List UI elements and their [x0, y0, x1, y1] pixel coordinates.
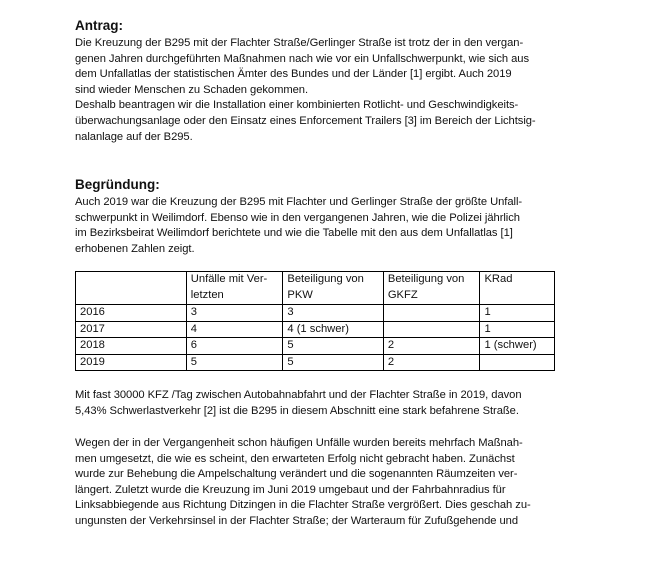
table-cell: [480, 354, 555, 371]
text-line: ungunsten der Verkehrsinsel in der Flachter Straße; der Warteraum für Zufußgehende und: [75, 514, 519, 527]
table-cell: 5: [283, 354, 383, 371]
text-line: erhobenen Zahlen zeigt.: [75, 242, 195, 255]
table-cell: [383, 305, 480, 322]
header-line: Unfälle mit Ver-: [190, 273, 268, 285]
measures-paragraph: [75, 436, 575, 530]
header-line: letzten: [190, 288, 224, 301]
table-cell: 6: [186, 338, 283, 355]
table-cell: 1 (schwer): [480, 338, 555, 355]
table-cell: 5: [283, 338, 383, 355]
table-row: [76, 321, 555, 338]
table-cell: 2019: [76, 354, 187, 371]
traffic-paragraph: [75, 388, 575, 419]
antrag-heading: Antrag:: [75, 18, 123, 33]
header-line: Beteiligung von: [387, 273, 465, 285]
header-line: Beteiligung von: [287, 273, 364, 285]
text-line: sind wieder Menschen zu Schaden gekommen.: [75, 83, 309, 96]
table-cell: 5: [186, 354, 283, 371]
header-cell-unfaelle: [186, 272, 283, 305]
begruendung-paragraph: [75, 195, 575, 257]
table-cell: 3: [186, 305, 283, 322]
table-cell: [383, 321, 480, 338]
table-row: [76, 338, 555, 355]
text-line: Die Kreuzung der B295 mit der Flachter Straße/Gerlinger Straße ist trotz der in den vergan-: [75, 37, 524, 49]
accident-table: [75, 271, 555, 371]
table-cell: 2: [383, 338, 480, 355]
text-line: nalanlage auf der B295.: [75, 130, 193, 143]
header-cell-pkw: [283, 272, 383, 305]
header-line: KRad: [484, 273, 513, 285]
table-cell: 3: [283, 305, 383, 322]
text-line: Auch 2019 war die Kreuzung der B295 mit Flachter und Gerlinger Straße der größte Unfall-: [75, 196, 523, 208]
text-line: im Bezirksbeirat Weilimdorf berichtete und wie die Tabelle mit den aus dem Unfallatlas [1]: [75, 227, 513, 240]
text-line: schwerpunkt in Weilimdorf. Ebenso wie in den vergangenen Jahren, wie die Polizei jährlich: [75, 211, 520, 224]
antrag-paragraph: [75, 36, 575, 145]
text-line: Deshalb beantragen wir die Installation einer kombinierten Rotlicht- und Geschwindigkeits-: [75, 99, 519, 112]
text-line: wurde zur Behebung die Ampelschaltung verändert und die sogenannten Räumzeiten ver-: [75, 468, 518, 481]
table-cell: 2: [383, 354, 480, 371]
header-line: GKFZ: [387, 288, 418, 301]
header-cell-year: [76, 272, 187, 305]
text-line: längert. Zuletzt wurde die Kreuzung im Juni 2019 umgebaut und der Fahrbahnradius für: [75, 483, 506, 496]
text-line: Linksabbiegende aus Richtung Ditzingen in die Flachter Straße vergrößert. Dies geschah zu-: [75, 499, 531, 512]
text-line: Wegen der in der Vergangenheit schon häufigen Unfälle wurden bereits mehrfach Maßnah-: [75, 437, 523, 449]
table-header-row: [76, 272, 555, 305]
table-cell: 2016: [76, 305, 187, 322]
table-row: [76, 305, 555, 322]
table-cell: 4: [186, 321, 283, 338]
text-line: überwachungsanlage oder den Einsatz eines Enforcement Trailers [3] im Bereich der Lichtsig-: [75, 114, 536, 127]
table-cell: 1: [480, 305, 555, 322]
table-row: [76, 354, 555, 371]
table-cell: 2018: [76, 338, 187, 355]
table-cell: 2017: [76, 321, 187, 338]
text-line: dem Unfallatlas der statistischen Ämter des Bundes und der Länder [1] ergibt. Auch 2019: [75, 68, 512, 81]
text-line: men umgesetzt, die wie es scheint, den erwarteten Erfolg nicht gebracht haben. Zunächst: [75, 452, 515, 465]
text-line: genen Jahren durchgeführten Maßnahmen nach wie vor ein Unfallschwerpunkt, wie sich aus: [75, 52, 530, 65]
table-cell: 4 (1 schwer): [283, 321, 383, 338]
header-cell-krad: [480, 272, 555, 305]
text-line: Mit fast 30000 KFZ /Tag zwischen Autobahnabfahrt und der Flachter Straße in 2019, davon: [75, 389, 522, 401]
header-cell-gkfz: [383, 272, 480, 305]
table-cell: 1: [480, 321, 555, 338]
text-line: 5,43% Schwerlastverkehr [2] ist die B295 in diesem Abschnitt eine stark befahrene Straße.: [75, 404, 519, 417]
begruendung-heading: Begründung:: [75, 177, 160, 192]
header-line: PKW: [287, 288, 313, 301]
